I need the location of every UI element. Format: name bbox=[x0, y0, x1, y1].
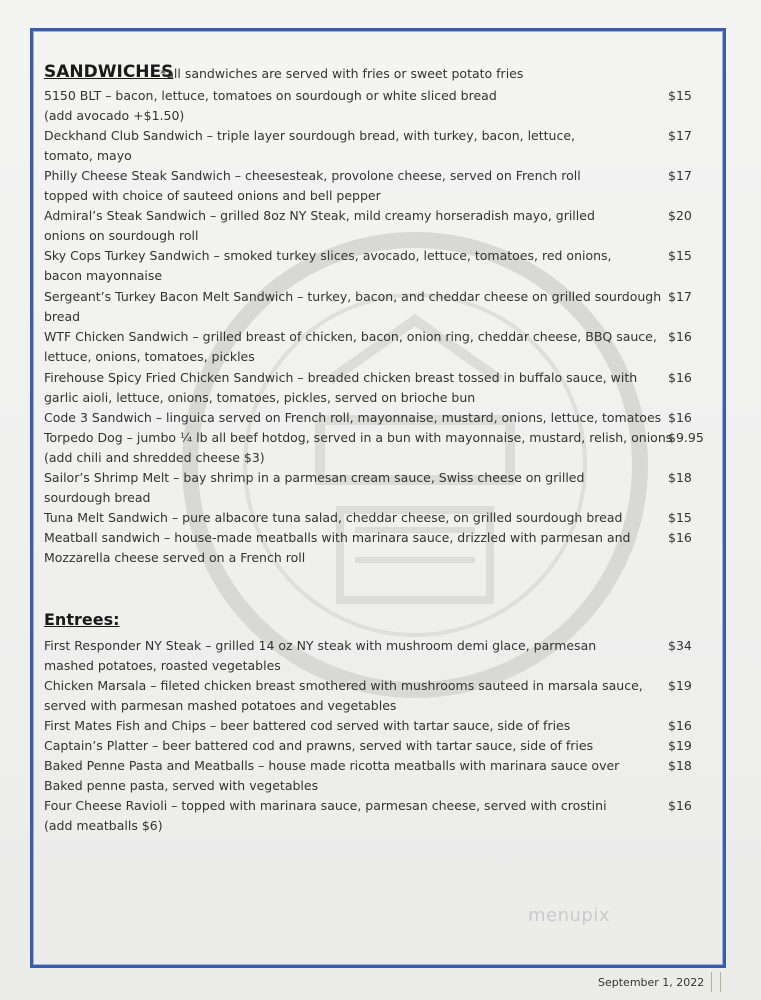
footer-date: September 1, 2022 bbox=[598, 976, 705, 989]
menu-item bbox=[44, 736, 654, 756]
menu-item-price: $9.95 bbox=[668, 430, 704, 445]
sandwiches-heading: SANDWICHES bbox=[44, 62, 174, 82]
menu-item bbox=[44, 796, 654, 836]
menu-item-description-line: Firehouse Spicy Fried Chicken Sandwich – breaded chicken breast tossed in buffalo sauce, with bbox=[44, 370, 638, 385]
menupix-watermark-text: menupix bbox=[528, 905, 611, 926]
menu-item bbox=[44, 468, 654, 508]
menu-item-description-line: WTF Chicken Sandwich – grilled breast of chicken, bacon, onion ring, cheddar cheese, BBQ sauce, bbox=[44, 329, 657, 344]
menu-item-description-line: (add meatballs $6) bbox=[44, 818, 163, 833]
menu-item-description-line: mashed potatoes, roasted vegetables bbox=[44, 658, 281, 673]
menu-item-description-line: Sergeant’s Turkey Bacon Melt Sandwich – turkey, bacon, and cheddar cheese on grilled sourdough bbox=[44, 289, 662, 304]
menu-item bbox=[44, 246, 654, 286]
menu-item-description-line: garlic aioli, lettuce, onions, tomatoes, pickles, served on brioche bun bbox=[44, 390, 476, 405]
menu-item-description-line: Torpedo Dog – jumbo ¼ lb all beef hotdog, served in a bun with mayonnaise, mustard, relish, onions bbox=[44, 430, 673, 445]
menu-item-description-line: (add avocado +$1.50) bbox=[44, 108, 185, 123]
sandwiches-note: *all sandwiches are served with fries or sweet potato fries bbox=[160, 66, 524, 81]
menu-item bbox=[44, 528, 654, 568]
menu-item-description-line: sourdough bread bbox=[44, 490, 151, 505]
menu-item bbox=[44, 676, 654, 716]
menu-item-description-line: Admiral’s Steak Sandwich – grilled 8oz NY Steak, mild creamy horseradish mayo, grilled bbox=[44, 208, 595, 223]
menu-item-description-line: tomato, mayo bbox=[44, 148, 132, 163]
menu-item-price: $16 bbox=[668, 410, 692, 425]
menu-item bbox=[44, 636, 654, 676]
menu-item-description-line: bread bbox=[44, 309, 81, 324]
menu-item bbox=[44, 126, 654, 166]
menu-item-description-line: Baked Penne Pasta and Meatballs – house made ricotta meatballs with marinara sauce over bbox=[44, 758, 620, 773]
menu-item-description-line: onions on sourdough roll bbox=[44, 228, 199, 243]
entrees-heading: Entrees: bbox=[44, 610, 120, 629]
menu-item bbox=[44, 327, 657, 367]
menu-item-price: $16 bbox=[668, 798, 692, 813]
menu-item-price: $19 bbox=[668, 678, 692, 693]
menu-item-description-line: Meatball sandwich – house-made meatballs with marinara sauce, drizzled with parmesan and bbox=[44, 530, 631, 545]
menu-item-price: $16 bbox=[668, 718, 692, 733]
menu-item-price: $16 bbox=[668, 329, 692, 344]
menu-item-price: $18 bbox=[668, 758, 692, 773]
menu-item-description-line: Mozzarella cheese served on a French roll bbox=[44, 550, 306, 565]
page-edge-lines bbox=[711, 972, 721, 992]
menu-item bbox=[44, 716, 654, 736]
menu-item-description-line: 5150 BLT – bacon, lettuce, tomatoes on sourdough or white sliced bread bbox=[44, 88, 497, 103]
menu-item-description-line: First Mates Fish and Chips – beer battered cod served with tartar sauce, side of fries bbox=[44, 718, 571, 733]
menu-item-description-line: Sky Cops Turkey Sandwich – smoked turkey slices, avocado, lettuce, tomatoes, red onions, bbox=[44, 248, 612, 263]
menu-item bbox=[44, 166, 654, 206]
menu-item-description-line: Four Cheese Ravioli – topped with marinara sauce, parmesan cheese, served with crostini bbox=[44, 798, 607, 813]
menu-item-price: $17 bbox=[668, 289, 692, 304]
menu-item-description-line: Tuna Melt Sandwich – pure albacore tuna salad, cheddar cheese, on grilled sourdough bread bbox=[44, 510, 623, 525]
menu-item-description-line: Code 3 Sandwich – linguica served on French roll, mayonnaise, mustard, onions, lettuce, tomatoes bbox=[44, 410, 662, 425]
menu-item bbox=[44, 287, 662, 327]
menu-item-description-line: lettuce, onions, tomatoes, pickles bbox=[44, 349, 255, 364]
menu-item-description-line: Chicken Marsala – fileted chicken breast smothered with mushrooms sauteed in marsala sauce, bbox=[44, 678, 643, 693]
menu-item-description-line: Philly Cheese Steak Sandwich – cheesesteak, provolone cheese, served on French roll bbox=[44, 168, 581, 183]
menu-item-price: $19 bbox=[668, 738, 692, 753]
menu-item-description-line: (add chili and shredded cheese $3) bbox=[44, 450, 265, 465]
menu-item-price: $16 bbox=[668, 370, 692, 385]
menu-item-price: $18 bbox=[668, 470, 692, 485]
menu-item-price: $34 bbox=[668, 638, 692, 653]
menu-item-description-line: bacon mayonnaise bbox=[44, 268, 163, 283]
menu-item bbox=[44, 756, 654, 796]
menu-item bbox=[44, 86, 654, 126]
menu-item-description-line: First Responder NY Steak – grilled 14 oz NY steak with mushroom demi glace, parmesan bbox=[44, 638, 597, 653]
menu-item-price: $17 bbox=[668, 168, 692, 183]
menu-item-price: $15 bbox=[668, 510, 692, 525]
menu-item-price: $20 bbox=[668, 208, 692, 223]
menu-item bbox=[44, 206, 654, 246]
menu-item-description-line: Baked penne pasta, served with vegetables bbox=[44, 778, 319, 793]
menu-item-price: $17 bbox=[668, 128, 692, 143]
menu-item-description-line: Deckhand Club Sandwich – triple layer sourdough bread, with turkey, bacon, lettuce, bbox=[44, 128, 575, 143]
menu-item bbox=[44, 428, 673, 468]
menu-item bbox=[44, 368, 654, 408]
menu-item bbox=[44, 508, 654, 528]
menu-item-description-line: Captain’s Platter – beer battered cod and prawns, served with tartar sauce, side of fries bbox=[44, 738, 594, 753]
menu-item-description-line: topped with choice of sauteed onions and bell pepper bbox=[44, 188, 381, 203]
menu-item-description-line: Sailor’s Shrimp Melt – bay shrimp in a parmesan cream sauce, Swiss cheese on grilled bbox=[44, 470, 585, 485]
menu-item-price: $15 bbox=[668, 248, 692, 263]
menu-item-description-line: served with parmesan mashed potatoes and vegetables bbox=[44, 698, 397, 713]
menu-item bbox=[44, 408, 662, 428]
menu-item-price: $15 bbox=[668, 88, 692, 103]
menu-item-price: $16 bbox=[668, 530, 692, 545]
